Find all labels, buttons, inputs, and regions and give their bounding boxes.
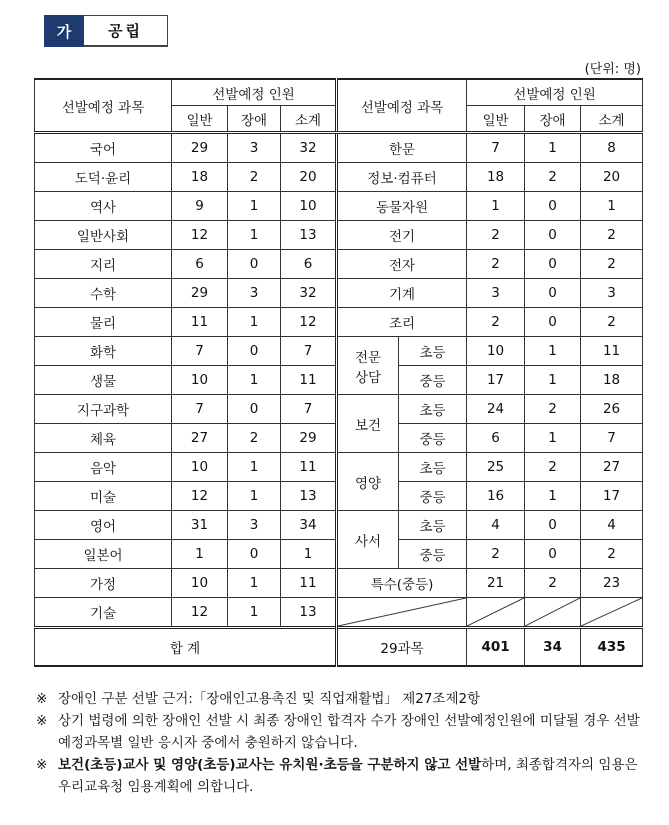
subtotal-count: 11 — [281, 569, 337, 598]
general-count: 6 — [172, 250, 228, 279]
subtotal-count: 2 — [581, 250, 643, 279]
disabled-count: 2 — [228, 424, 281, 453]
table-row — [35, 308, 643, 337]
table-row — [35, 395, 643, 424]
table-row — [35, 133, 643, 163]
subtotal-count: 1 — [581, 192, 643, 221]
diagonal-line — [467, 598, 524, 626]
disabled-count: 0 — [228, 540, 281, 569]
subject-name: 가정 — [35, 569, 172, 598]
subject-name: 음악 — [35, 453, 172, 482]
table-row — [35, 79, 643, 106]
general-count: 29 — [172, 279, 228, 308]
subject-level: 중등 — [399, 366, 467, 395]
subject-name: 한문 — [337, 133, 467, 163]
subtotal-count: 7 — [281, 337, 337, 366]
general-count: 1 — [172, 540, 228, 569]
subtotal-count: 13 — [281, 598, 337, 628]
general-count: 7 — [172, 337, 228, 366]
subject-name: 영어 — [35, 511, 172, 540]
general-count: 10 — [172, 569, 228, 598]
subject-name: 체육 — [35, 424, 172, 453]
subject-level: 중등 — [399, 482, 467, 511]
subject-name: 전자 — [337, 250, 467, 279]
general-count: 11 — [172, 308, 228, 337]
subtotal-count: 11 — [581, 337, 643, 366]
subtotal-count: 32 — [281, 279, 337, 308]
subtotal-count: 11 — [281, 366, 337, 395]
diagonal-line — [525, 598, 580, 626]
subtotal-count: 29 — [281, 424, 337, 453]
subtotal-count: 1 — [281, 540, 337, 569]
general-count: 12 — [172, 221, 228, 250]
subject-group: 사서 — [337, 511, 399, 569]
table-row — [35, 628, 643, 667]
header-col_general: 일반 — [172, 106, 228, 133]
general-count: 2 — [467, 221, 525, 250]
subject-name: 수학 — [35, 279, 172, 308]
header-col_subtotal: 소계 — [281, 106, 337, 133]
subject-name: 지구과학 — [35, 395, 172, 424]
disabled-count: 0 — [525, 540, 581, 569]
note-3: ※ 보건(초등)교사 및 영양(초등)교사는 유치원·초등을 구분하지 않고 선발하며, 최종합격자의 임용은 우리교육청 임용계획에 의합니다. — [36, 757, 638, 795]
table-row — [35, 598, 643, 628]
section-header — [44, 15, 168, 47]
disabled-count: 1 — [525, 337, 581, 366]
disabled-count: 1 — [228, 221, 281, 250]
subject-name: 물리 — [35, 308, 172, 337]
subtotal-count: 7 — [581, 424, 643, 453]
general-count: 7 — [467, 133, 525, 163]
subject-level: 초등 — [399, 511, 467, 540]
general-count: 31 — [172, 511, 228, 540]
subject-name: 미술 — [35, 482, 172, 511]
subtotal-count: 4 — [581, 511, 643, 540]
disabled-count: 3 — [228, 279, 281, 308]
empty-diagonal-cell — [467, 598, 525, 628]
disabled-count: 2 — [525, 569, 581, 598]
total-subjects: 29과목 — [337, 628, 467, 667]
subject-name: 동물자원 — [337, 192, 467, 221]
general-count: 9 — [172, 192, 228, 221]
disabled-count: 0 — [525, 511, 581, 540]
header-col_disabled: 장애 — [228, 106, 281, 133]
header-subject: 선발예정 과목 — [35, 79, 172, 133]
table-row — [35, 511, 643, 540]
subject-name: 화학 — [35, 337, 172, 366]
disabled-count: 2 — [228, 163, 281, 192]
general-count: 2 — [467, 308, 525, 337]
disabled-count: 0 — [228, 395, 281, 424]
general-count: 18 — [172, 163, 228, 192]
header-subject-right: 선발예정 과목 — [337, 79, 467, 133]
header-planned: 선발예정 인원 — [172, 79, 337, 106]
subject-name: 역사 — [35, 192, 172, 221]
subject-level: 초등 — [399, 395, 467, 424]
disabled-count: 2 — [525, 453, 581, 482]
header-planned-right: 선발예정 인원 — [467, 79, 643, 106]
subtotal-count: 2 — [581, 308, 643, 337]
general-count: 18 — [467, 163, 525, 192]
subtotal-count: 32 — [281, 133, 337, 163]
disabled-count: 0 — [228, 337, 281, 366]
subject-name: 일본어 — [35, 540, 172, 569]
disabled-count: 3 — [228, 511, 281, 540]
disabled-count: 0 — [525, 279, 581, 308]
disabled-count: 0 — [525, 192, 581, 221]
table-row — [35, 221, 643, 250]
subject-group: 전문 상담 — [337, 337, 399, 395]
disabled-count: 1 — [228, 569, 281, 598]
table-row — [35, 569, 643, 598]
subject-name: 정보·컴퓨터 — [337, 163, 467, 192]
subtotal-count: 7 — [281, 395, 337, 424]
general-count: 12 — [172, 482, 228, 511]
subtotal-count: 6 — [281, 250, 337, 279]
general-count: 2 — [467, 250, 525, 279]
table-row — [35, 250, 643, 279]
disabled-count: 1 — [228, 192, 281, 221]
disabled-count: 1 — [525, 424, 581, 453]
subject-name: 기계 — [337, 279, 467, 308]
general-count: 29 — [172, 133, 228, 163]
general-count: 7 — [172, 395, 228, 424]
note-1: ※ 장애인 구분 선발 근거:「장애인고용촉진 및 직업재활법」 제27조제2항 — [36, 691, 481, 707]
general-count: 10 — [467, 337, 525, 366]
subject-level: 중등 — [399, 540, 467, 569]
subtotal-count: 34 — [281, 511, 337, 540]
subtotal-count: 10 — [281, 192, 337, 221]
disabled-count: 1 — [228, 308, 281, 337]
disabled-count: 0 — [525, 250, 581, 279]
disabled-count: 2 — [525, 163, 581, 192]
disabled-count: 1 — [525, 133, 581, 163]
diagonal-line — [581, 598, 642, 626]
subject-name: 전기 — [337, 221, 467, 250]
header-col_general: 일반 — [467, 106, 525, 133]
disabled-count: 0 — [525, 308, 581, 337]
table-row — [35, 337, 643, 366]
general-count: 2 — [467, 540, 525, 569]
subtotal-count: 27 — [581, 453, 643, 482]
diagonal-line — [338, 598, 466, 626]
general-count: 17 — [467, 366, 525, 395]
subject-name: 조리 — [337, 308, 467, 337]
disabled-count: 3 — [228, 133, 281, 163]
general-count: 27 — [172, 424, 228, 453]
subject-level: 초등 — [399, 337, 467, 366]
general-count: 10 — [172, 366, 228, 395]
empty-diagonal-cell — [581, 598, 643, 628]
header-col_subtotal: 소계 — [581, 106, 643, 133]
subject-name: 생물 — [35, 366, 172, 395]
general-count: 1 — [467, 192, 525, 221]
disabled-count: 1 — [228, 598, 281, 628]
disabled-count: 1 — [228, 453, 281, 482]
subtotal-count: 20 — [281, 163, 337, 192]
table-row — [35, 279, 643, 308]
general-count: 3 — [467, 279, 525, 308]
subtotal-count: 11 — [281, 453, 337, 482]
subtotal-count: 2 — [581, 540, 643, 569]
subject-special: 특수(중등) — [337, 569, 467, 598]
general-count: 21 — [467, 569, 525, 598]
total-disabled: 34 — [525, 628, 581, 667]
disabled-count: 0 — [525, 221, 581, 250]
subtotal-count: 8 — [581, 133, 643, 163]
subtotal-count: 17 — [581, 482, 643, 511]
subject-group: 영양 — [337, 453, 399, 511]
empty-diagonal-cell — [525, 598, 581, 628]
subtotal-count: 23 — [581, 569, 643, 598]
table-row — [35, 163, 643, 192]
recruitment-table — [34, 78, 643, 667]
general-count: 25 — [467, 453, 525, 482]
subject-level: 초등 — [399, 453, 467, 482]
section-badge: 가 — [44, 15, 84, 47]
header-col_disabled: 장애 — [525, 106, 581, 133]
subtotal-count: 20 — [581, 163, 643, 192]
disabled-count: 1 — [525, 366, 581, 395]
subtotal-count: 12 — [281, 308, 337, 337]
note-2: ※ 상기 법령에 의한 장애인 선발 시 최종 장애인 합격자 수가 장애인 선발예정인원에 미달될 경우 선발예정과목별 일반 응시자 중에서 충원하지 않습니다. — [36, 713, 640, 751]
unit-label: (단위: 명) — [584, 62, 641, 77]
total-general: 401 — [467, 628, 525, 667]
general-count: 4 — [467, 511, 525, 540]
general-count: 12 — [172, 598, 228, 628]
disabled-count: 1 — [228, 482, 281, 511]
notes — [36, 688, 646, 798]
empty-diagonal-cell — [337, 598, 467, 628]
subtotal-count: 26 — [581, 395, 643, 424]
subject-name: 일반사회 — [35, 221, 172, 250]
subject-name: 기술 — [35, 598, 172, 628]
subtotal-count: 13 — [281, 221, 337, 250]
subject-name: 지리 — [35, 250, 172, 279]
disabled-count: 1 — [525, 482, 581, 511]
subtotal-count: 18 — [581, 366, 643, 395]
subject-name: 국어 — [35, 133, 172, 163]
subtotal-count: 2 — [581, 221, 643, 250]
subject-level: 중등 — [399, 424, 467, 453]
table-row — [35, 192, 643, 221]
disabled-count: 1 — [228, 366, 281, 395]
total-label: 합 계 — [35, 628, 337, 667]
table-row — [35, 453, 643, 482]
general-count: 10 — [172, 453, 228, 482]
subtotal-count: 13 — [281, 482, 337, 511]
general-count: 16 — [467, 482, 525, 511]
subtotal-count: 3 — [581, 279, 643, 308]
disabled-count: 0 — [228, 250, 281, 279]
section-title: 공립 — [84, 15, 168, 47]
general-count: 6 — [467, 424, 525, 453]
total-subtotal: 435 — [581, 628, 643, 667]
subject-name: 도덕·윤리 — [35, 163, 172, 192]
subject-group: 보건 — [337, 395, 399, 453]
disabled-count: 2 — [525, 395, 581, 424]
general-count: 24 — [467, 395, 525, 424]
